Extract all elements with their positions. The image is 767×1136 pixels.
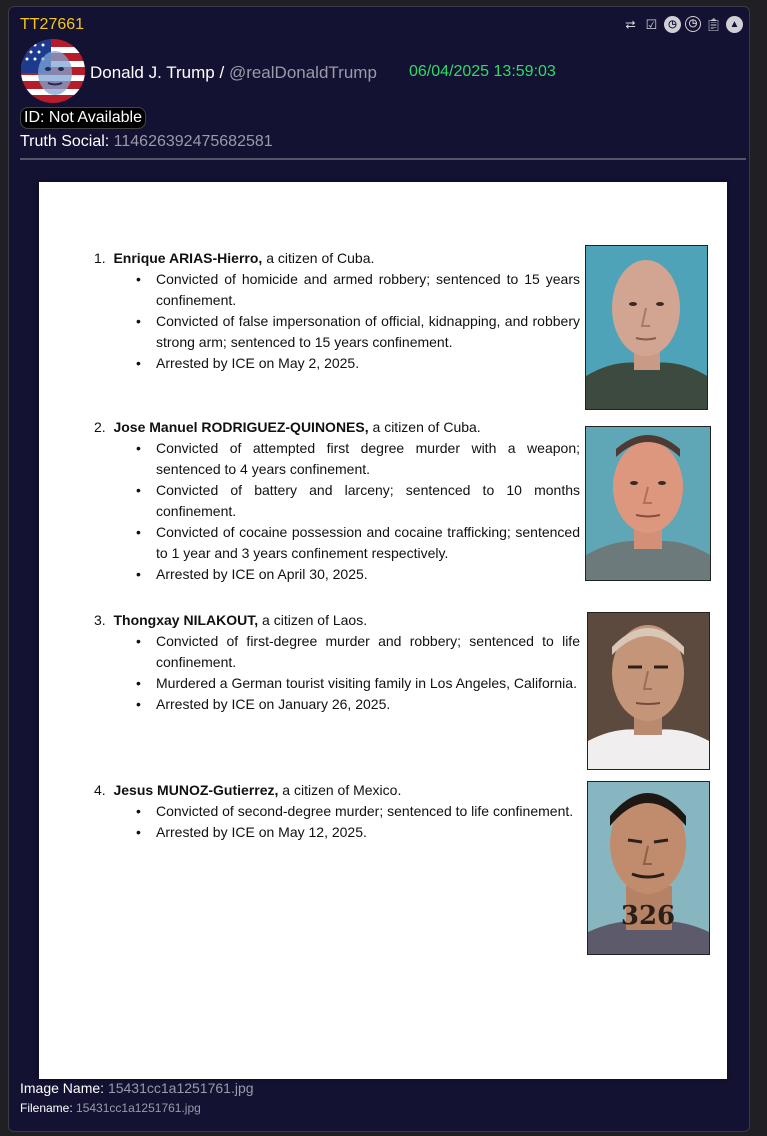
entry-bullet: • Convicted of second-degree murder; sentenced to life confinement. <box>156 801 580 822</box>
divider <box>20 158 746 160</box>
post-timestamp[interactable]: 06/04/2025 13:59:03 <box>409 63 556 80</box>
filename-line <box>20 1101 201 1115</box>
entry-citizenship: a citizen of Laos. <box>262 612 368 628</box>
image-name-label: Image Name: <box>20 1080 105 1096</box>
post-card <box>8 6 750 1132</box>
id-badge: ID: Not Available <box>20 107 146 129</box>
share-icon[interactable]: ⮂ <box>625 17 636 32</box>
document-entry <box>94 610 580 715</box>
truth-social-line <box>20 133 273 151</box>
entry-bullet: • Arrested by ICE on May 2, 2025. <box>156 353 580 374</box>
post-image[interactable] <box>39 182 727 1079</box>
avatar[interactable] <box>21 39 85 103</box>
entry-heading <box>94 780 580 801</box>
filename-label: Filename: <box>20 1101 73 1115</box>
truth-social-label: Truth Social: <box>20 133 110 150</box>
entry-bullet: • Convicted of false impersonation of official, kidnapping, and robbery strong arm; sentenced to 15 years confinement. <box>156 311 580 353</box>
author[interactable] <box>90 63 377 83</box>
author-name: Donald J. Trump <box>90 63 215 82</box>
entry-bullet: • Convicted of cocaine possession and cocaine trafficking; sentenced to 1 year and 3 years confinement respectively. <box>156 522 580 564</box>
entry-bullet: • Arrested by ICE on May 12, 2025. <box>156 822 580 843</box>
svg-text:326: 326 <box>620 901 676 931</box>
author-handle: @realDonaldTrump <box>228 63 377 82</box>
entry-bullet: • Convicted of battery and larceny; sentenced to 10 months confinement. <box>156 480 580 522</box>
entry-name: Enrique ARIAS-Hierro, <box>113 250 263 266</box>
entry-heading <box>94 610 580 631</box>
mugshot-photo <box>587 781 710 955</box>
document-entry <box>94 417 580 585</box>
entry-heading <box>94 248 580 269</box>
image-name-line <box>20 1080 254 1096</box>
entry-bullet: • Convicted of attempted first degree murder with a weapon; sentenced to 4 years confinement. <box>156 438 580 480</box>
entry-bullet: • Murdered a German tourist visiting family in Los Angeles, California. <box>156 673 580 694</box>
truth-social-id[interactable]: 114626392475682581 <box>113 133 273 150</box>
author-separator: / <box>219 63 225 82</box>
entry-number: 1. <box>94 250 106 266</box>
clock-outline-icon[interactable]: ◷ <box>685 16 701 32</box>
filename-value[interactable]: 15431cc1a1251761.jpg <box>76 1101 201 1115</box>
entry-name: Thongxay NILAKOUT, <box>113 612 259 628</box>
document-entry <box>94 248 580 374</box>
clock-filled-icon[interactable]: ◷ <box>664 16 681 33</box>
entry-name: Jesus MUNOZ-Gutierrez, <box>113 782 279 798</box>
mugshot-photo <box>585 245 708 410</box>
entry-bullet: • Convicted of first-degree murder and robbery; sentenced to life confinement. <box>156 631 580 673</box>
entry-bullet: • Convicted of homicide and armed robbery; sentenced to 15 years confinement. <box>156 269 580 311</box>
entry-number: 2. <box>94 419 106 435</box>
document-entry <box>94 780 580 843</box>
mugshot-photo <box>585 426 711 581</box>
entry-bullet: • Arrested by ICE on January 26, 2025. <box>156 694 580 715</box>
entry-heading <box>94 417 580 438</box>
entry-number: 4. <box>94 782 106 798</box>
clipboard-check-icon[interactable]: ☑ <box>645 17 658 32</box>
post-actions <box>622 16 743 33</box>
entry-bullet: • Arrested by ICE on April 30, 2025. <box>156 564 580 585</box>
post-id[interactable]: TT27661 <box>20 16 85 33</box>
entry-citizenship: a citizen of Cuba. <box>266 250 375 266</box>
mugshot-photo <box>587 612 710 770</box>
clipboard-icon[interactable]: 📋︎ <box>705 17 722 32</box>
entry-citizenship: a citizen of Cuba. <box>372 419 481 435</box>
entry-number: 3. <box>94 612 106 628</box>
arrow-up-circle-icon[interactable]: ▲ <box>726 16 743 33</box>
image-name-value[interactable]: 15431cc1a1251761.jpg <box>107 1080 254 1096</box>
entry-citizenship: a citizen of Mexico. <box>282 782 402 798</box>
entry-name: Jose Manuel RODRIGUEZ-QUINONES, <box>113 419 369 435</box>
